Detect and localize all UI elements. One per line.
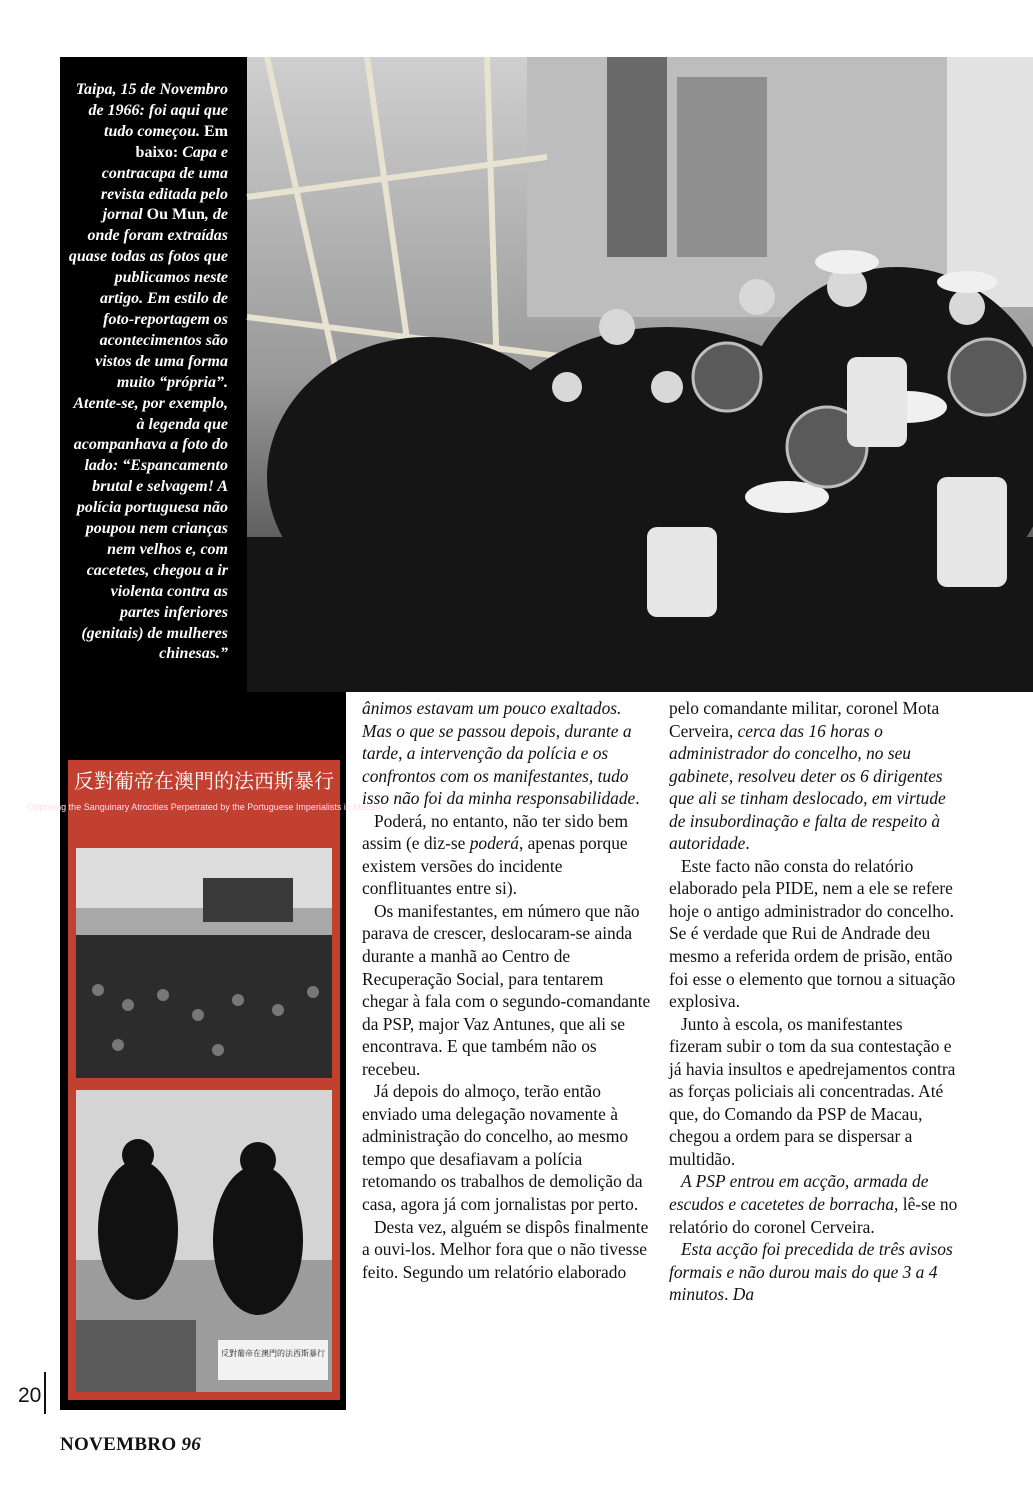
issue-footer bbox=[60, 1434, 201, 1456]
col2-p5-emphasis: Esta acção foi precedida de três avisos formais e não durou mais do que 3 a 4 minutos bbox=[669, 1239, 953, 1305]
col2-paragraph-1 bbox=[669, 697, 959, 855]
col2-p4-text: , lê-se no relatório do coronel Cerveira. bbox=[669, 1194, 958, 1237]
col2-paragraph-2: Este facto não consta do relatório elaborado pela PIDE, nem a ele se refere hoje o antigo administrador do concelho. Se é verdade que Rui de Andrade deu mesmo a referida ordem de prisão, então foi esse o elemento que tornou a situação explosiva. bbox=[669, 855, 956, 1012]
col1-paragraph-1 bbox=[362, 697, 652, 810]
footer-year: 96 bbox=[181, 1434, 202, 1455]
article-column-2 bbox=[669, 697, 959, 1306]
col2-p4-emphasis: A PSP entrou em acção, armada de escudos e cacetetes de borracha bbox=[669, 1171, 929, 1215]
col2-paragraph-3: Junto à escola, os manifestantes fizeram subir o tom da sua contestação e já havia insultos e apedrejamentos contra as forças policiais ali concentradas. Até que, do Comando da PSP de Macau, chegou a ordem para se dispersar a multidão. bbox=[669, 1013, 956, 1169]
col2-p1-emphasis: cerca das 16 horas o administrador do concelho, no seu gabinete, resolveu deter os 6 dirigentes que ali se tinham deslocado, em virtude de insubordinação e falta de respeito à autoridade bbox=[669, 720, 946, 854]
cover-bottom-caption: 反對葡帝在澳門的法西斯暴行 bbox=[221, 1349, 325, 1358]
col1-p2-text-a: Poderá, no entanto, não ter sido bem assim (e diz-se bbox=[362, 810, 629, 854]
col1-p1-text: ânimos estavam um pouco exaltados. Mas o que se passou depois, durante a tarde, a intervenção da polícia e os confrontos com os manifestantes, tudo isso não foi da minha responsabilidade bbox=[362, 698, 636, 809]
caption-place-date: Taipa, 15 de Novembro de 1966: foi aqui que tudo começou. bbox=[75, 81, 228, 140]
page-number-divider bbox=[44, 1372, 46, 1414]
caption-journal: Ou Mun bbox=[146, 206, 205, 224]
col1-p1-end: . bbox=[635, 788, 640, 809]
caption-part2: , de onde foram extraídas quase todas as fotos que publicamos neste artigo. Em estilo de foto-reportagem os acontecimentos são vistos de uma forma muito “própria”. Atente-se, por exemplo, à legenda que acompanhava a foto do lado: “Espancamento brutal e selvagem! A polícia portuguesa não poupou nem crianças nem velhos e, com cacetetes, chegou a ir violenta contra as partes inferiores (genitais) de mulheres chinesas.” bbox=[68, 206, 228, 663]
article-column-1 bbox=[362, 697, 652, 1283]
col1-paragraph-2 bbox=[362, 810, 652, 900]
cover-english-title: Opposing the Sanguinary Atrocities Perpetrated by the Portuguese Imperialists in Macao bbox=[27, 802, 381, 812]
col2-p1-text: pelo comandante militar, coronel Mota Cerveira, bbox=[669, 698, 940, 741]
caption-lead: Em baixo: bbox=[135, 122, 228, 161]
col1-paragraph-4: Já depois do almoço, terão então enviado uma delegação novamente à administração do concelho, ao mesmo tempo que desafiavam a polícia retomando os trabalhos de demolição da casa, agora já com jornalistas por perto. bbox=[362, 1081, 643, 1215]
col1-p2-emphasis: poderá bbox=[469, 833, 519, 854]
col2-p5-text: . bbox=[724, 1284, 733, 1305]
col2-p5-emphasis-2: Da bbox=[732, 1284, 755, 1305]
col1-p2-text-b: , apenas porque existem versões do incidente conflituantes entre si). bbox=[362, 833, 628, 899]
col1-paragraph-3: Os manifestantes, em número que não parava de crescer, deslocaram-se ainda durante a manhã ao Centro de Recuperação Social, para tentarem chegar à fala com o segundo-comandante da PSP, major Vaz Antunes, que ali se encontrava. E que também não os recebeu. bbox=[362, 900, 651, 1079]
page-number: 20 bbox=[18, 1384, 42, 1407]
main-photo bbox=[247, 57, 1033, 692]
col1-paragraph-5: Desta vez, alguém se dispôs finalmente a ouvi-los. Melhor fora que o não tivesse feito. Segundo um relatório elaborado bbox=[362, 1216, 649, 1282]
footer-month: NOVEMBRO bbox=[60, 1434, 177, 1455]
photo-caption bbox=[68, 80, 228, 665]
magazine-cover-image bbox=[27, 760, 381, 1400]
riot-photo-image bbox=[247, 57, 1033, 692]
col2-paragraph-4 bbox=[669, 1170, 959, 1238]
caption-part1: Capa e contracapa de uma revista editada pelo jornal bbox=[100, 143, 228, 224]
col2-p1-end: . bbox=[745, 833, 750, 854]
cover-chinese-title: 反對葡帝在澳門的法西斯暴行 bbox=[74, 769, 334, 793]
cover-artwork bbox=[27, 760, 381, 1400]
col2-paragraph-5 bbox=[669, 1238, 959, 1306]
